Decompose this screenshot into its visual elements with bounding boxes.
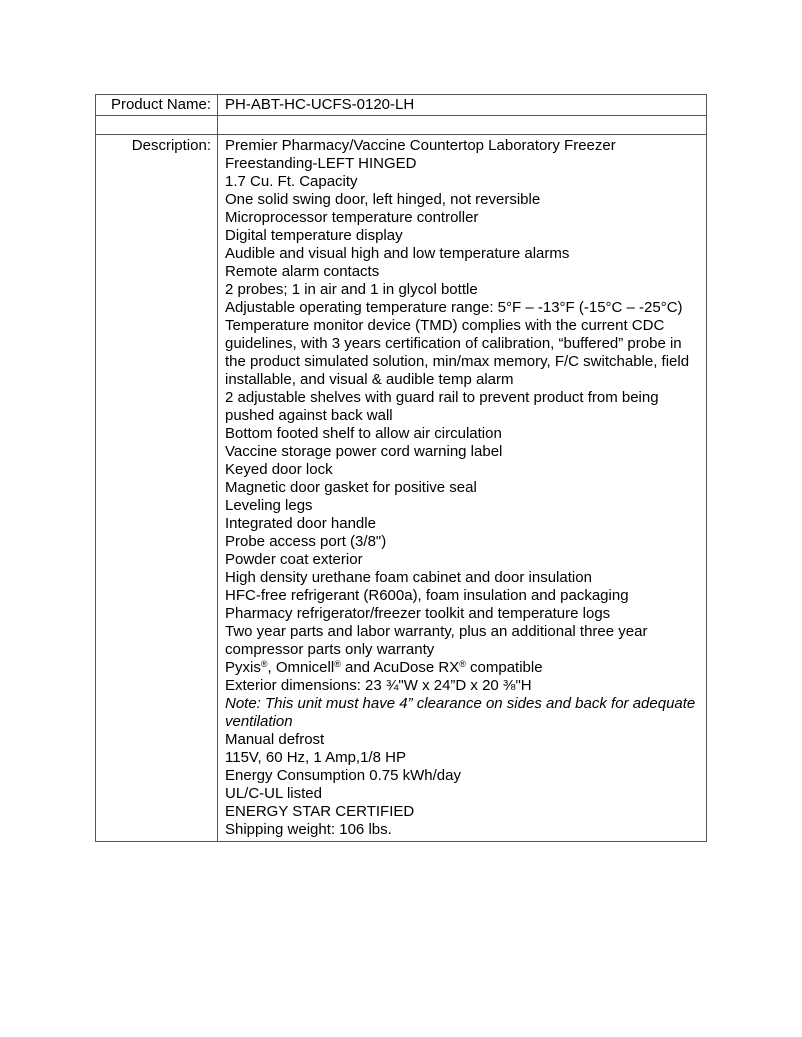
description-item: Digital temperature display	[225, 227, 403, 244]
description-item: Temperature monitor device (TMD) complies with the current CDC guidelines, with 3 years certification of calibration, “buffered” probe in the product simulated solution, min/max memory, F/C switchable, field installable, and visual & audible temp alarm	[225, 317, 690, 388]
description-item: Manual defrost	[225, 731, 325, 748]
description-item: Audible and visual high and low temperature alarms	[225, 245, 570, 262]
description-row	[96, 135, 707, 842]
description-item: Bottom footed shelf to allow air circulation	[225, 425, 502, 442]
description-item: Microprocessor temperature controller	[225, 209, 479, 226]
product-spec-table	[95, 94, 707, 842]
description-item: Leveling legs	[225, 497, 313, 514]
description-item: Energy Consumption 0.75 kWh/day	[225, 767, 461, 784]
description-item: 115V, 60 Hz, 1 Amp,1/8 HP	[225, 749, 406, 766]
product-name-value: PH-ABT-HC-UCFS-0120-LH	[218, 95, 707, 116]
description-item: Pharmacy refrigerator/freezer toolkit and temperature logs	[225, 605, 611, 622]
description-item: 1.7 Cu. Ft. Capacity	[225, 173, 358, 190]
compat-omnicell: , Omnicell	[267, 659, 335, 676]
compat-suffix: compatible	[465, 659, 543, 676]
empty-cell	[96, 116, 218, 135]
description-item: Vaccine storage power cord warning label	[225, 443, 503, 460]
description-item: Powder coat exterior	[225, 551, 363, 568]
description-value	[218, 135, 707, 842]
ventilation-note: Note: This unit must have 4” clearance on sides and back for adequate ventilation	[225, 695, 696, 730]
description-item: One solid swing door, left hinged, not reversible	[225, 191, 541, 208]
description-item: Keyed door lock	[225, 461, 333, 478]
description-item: UL/C-UL listed	[225, 785, 322, 802]
description-item: Adjustable operating temperature range: 5°F – -13°F (-15°C – -25°C)	[225, 299, 683, 316]
description-item: HFC-free refrigerant (R600a), foam insulation and packaging	[225, 587, 629, 604]
description-item: Shipping weight: 106 lbs.	[225, 821, 392, 838]
empty-cell	[218, 116, 707, 135]
registered-mark: ®	[334, 659, 341, 669]
empty-row	[96, 116, 707, 135]
description-item: Remote alarm contacts	[225, 263, 380, 280]
product-name-label: Product Name:	[96, 95, 218, 116]
registered-mark: ®	[260, 659, 268, 669]
compat-acudose: and AcuDose RX	[340, 659, 460, 676]
description-item-compatibility	[225, 659, 700, 677]
product-name-row	[96, 95, 707, 116]
description-item: 2 adjustable shelves with guard rail to prevent product from being pushed against back wall	[225, 389, 659, 424]
description-item: High density urethane foam cabinet and door insulation	[225, 569, 592, 586]
description-item: Premier Pharmacy/Vaccine Countertop Laboratory Freezer Freestanding-LEFT HINGED	[225, 137, 616, 172]
description-item: Integrated door handle	[225, 515, 376, 532]
description-item: Magnetic door gasket for positive seal	[225, 479, 477, 496]
description-item: ENERGY STAR CERTIFIED	[225, 803, 415, 820]
registered-mark: ®	[459, 659, 466, 669]
description-item: Two year parts and labor warranty, plus an additional three year compressor parts only warranty	[225, 623, 648, 658]
compat-pyxis: Pyxis	[225, 659, 261, 676]
description-item: Probe access port (3/8")	[225, 533, 387, 550]
description-item: Exterior dimensions: 23 ¾"W x 24”D x 20 ⅜"H	[225, 677, 532, 694]
description-label: Description:	[96, 135, 218, 842]
description-item: 2 probes; 1 in air and 1 in glycol bottle	[225, 281, 478, 298]
